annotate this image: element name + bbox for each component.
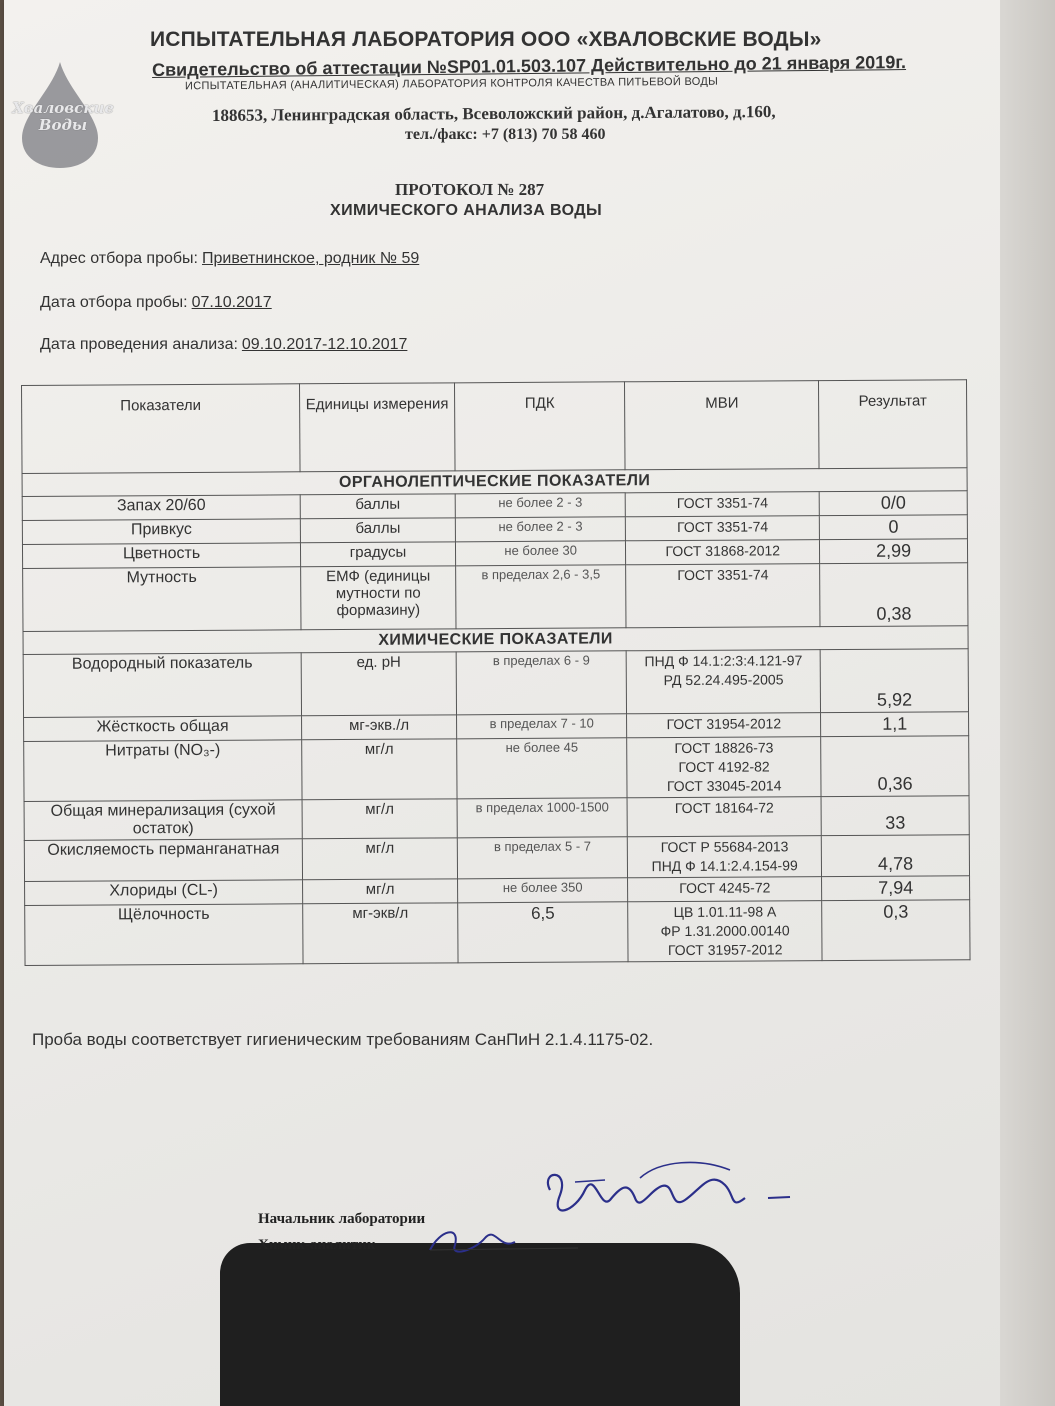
table-row (23, 649, 968, 718)
row-unit: мг-экв/л (303, 903, 458, 964)
table-row (24, 796, 969, 841)
analysis-date-value: 09.10.2017-12.10.2017 (241, 336, 408, 353)
header-result: Результат (819, 380, 967, 469)
header-pdk: ПДК (454, 382, 625, 471)
row-name: Хлориды (CL-) (25, 880, 303, 906)
table-row (24, 736, 969, 802)
row-unit: мг/л (302, 838, 457, 880)
analysis-date-label: Дата проведения анализа: (40, 336, 238, 353)
row-unit: ед. рН (301, 652, 456, 716)
row-mvi: ГОСТ 3351-74 (625, 492, 819, 517)
table-header-row (22, 380, 968, 474)
attestation: Свидетельство об аттестации №SP01.01.503.107 Действительно до 21 января 2019г. (151, 52, 907, 80)
redaction-blot (220, 1243, 740, 1406)
row-mvi: ГОСТ 31954-2012 (627, 713, 821, 738)
row-pdk: не более 2 - 3 (455, 493, 625, 518)
row-pdk: 6,5 (458, 902, 629, 963)
row-name: Цветность (22, 543, 300, 569)
protocol-title: ПРОТОКОЛ № 287 (395, 180, 545, 199)
sample-date-field (40, 294, 272, 312)
row-pdk: в пределах 1000-1500 (457, 798, 628, 838)
row-name: Привкус (22, 519, 300, 545)
row-result: 7,94 (822, 876, 970, 901)
row-unit: ЕМФ (единицы мутности по формазину) (301, 566, 456, 630)
row-name: Нитраты (NO₃-) (24, 740, 302, 802)
row-mvi: ГОСТ Р 55684-2013 ПНД Ф 14.1:2.4.154-99 (628, 836, 822, 878)
row-mvi: ГОСТ 31868-2012 (626, 540, 820, 565)
row-mvi: ГОСТ 18164-72 (627, 797, 821, 837)
row-mvi: ГОСТ 3351-74 (626, 516, 820, 541)
row-pdk: в пределах 5 - 7 (457, 837, 628, 879)
analysis-date-field (40, 336, 407, 354)
head-of-lab-label: Начальник лаборатории (258, 1211, 426, 1227)
table-row (25, 900, 970, 966)
lab-phone: тел./факс: +7 (813) 70 58 460 (405, 126, 606, 143)
row-unit: баллы (300, 494, 455, 519)
paper-edge (1000, 0, 1055, 1406)
chemist-label: Химик-аналитик (258, 1237, 376, 1253)
row-mvi: ГОСТ 3351-74 (626, 564, 820, 628)
row-pdk: не более 2 - 3 (455, 517, 625, 542)
protocol-subtitle: ХИМИЧЕСКОГО АНАЛИЗА ВОДЫ (330, 202, 603, 219)
row-name: Общая минерализация (сухой остаток) (24, 800, 302, 841)
row-unit: мг/л (302, 739, 457, 800)
row-name: Мутность (23, 567, 301, 632)
row-result: 0,36 (821, 736, 969, 797)
row-result: 0,38 (820, 563, 968, 627)
row-mvi: ЦВ 1.01.11-98 А ФР 1.31.2000.00140 ГОСТ 31957-2012 (628, 901, 822, 962)
handwritten-signature-icon (400, 1150, 820, 1260)
row-pdk: не более 350 (457, 878, 627, 903)
row-result: 4,78 (821, 835, 969, 877)
sample-address-value: Приветнинское, родник № 59 (202, 250, 420, 267)
row-result: 33 (821, 796, 969, 836)
row-pdk: в пределах 7 - 10 (456, 714, 626, 739)
row-pdk: в пределах 2,6 - 3,5 (456, 565, 627, 629)
row-result: 0 (820, 515, 968, 540)
row-pdk: в пределах 6 - 9 (456, 651, 627, 715)
row-name: Водородный показатель (23, 653, 301, 718)
row-result: 5,92 (820, 649, 968, 713)
sample-date-label: Дата отбора пробы: (40, 294, 188, 311)
row-unit: мг/л (302, 799, 457, 839)
row-name: Жёсткость общая (24, 716, 302, 742)
table-row (23, 563, 968, 632)
row-unit: градусы (301, 542, 456, 567)
row-name: Щёлочность (25, 904, 303, 966)
table-row (24, 835, 969, 882)
row-result: 1,1 (821, 712, 969, 737)
row-unit: баллы (300, 518, 455, 543)
row-mvi: ГОСТ 4245-72 (628, 877, 822, 902)
lab-subtitle: ИСПЫТАТЕЛЬНАЯ (АНАЛИТИЧЕСКАЯ) ЛАБОРАТОРИЯ КОНТРОЛЯ КАЧЕСТВА ПИТЬЕВОЙ ВОДЫ (184, 75, 719, 93)
row-unit: мг-экв./л (302, 715, 457, 740)
row-mvi: ПНД Ф 14.1:2:3:4.121-97 РД 52.24.495-2005 (626, 650, 820, 714)
header-indicator: Показатели (22, 384, 301, 474)
row-name: Запах 20/60 (22, 495, 300, 521)
row-result: 2,99 (820, 539, 968, 564)
row-pdk: не более 30 (455, 541, 625, 566)
row-name: Окисляемость перманганатная (24, 839, 302, 882)
logo-text: Хваловские Воды (12, 99, 114, 134)
lab-address: 188653, Ленинградская область, Всеволожский район, д.Агалатово, д.160, (211, 102, 776, 125)
header-mvi: МВИ (625, 381, 819, 470)
sample-address-label: Адрес отбора пробы: (40, 250, 198, 267)
section-title: ОРГАНОЛЕПТИЧЕСКИЕ ПОКАЗАТЕЛИ (22, 468, 967, 497)
lab-name: ИСПЫТАТЕЛЬНАЯ ЛАБОРАТОРИЯ ООО «ХВАЛОВСКИЕ ВОДЫ» (150, 28, 822, 51)
row-pdk: не более 45 (457, 738, 628, 799)
row-mvi: ГОСТ 18826-73 ГОСТ 4192-82 ГОСТ 33045-2014 (627, 737, 821, 798)
header-units: Единицы измерения (300, 383, 455, 472)
sample-address-field (40, 250, 419, 268)
row-result: 0,3 (822, 900, 970, 961)
row-result: 0/0 (819, 491, 967, 516)
sample-date-value: 07.10.2017 (191, 294, 272, 311)
results-table (21, 379, 971, 966)
row-unit: мг/л (303, 879, 458, 904)
results-table-wrapper (21, 379, 971, 966)
conclusion-text: Проба воды соответствует гигиеническим требованиям СанПиН 2.1.4.1175-02. (32, 1030, 654, 1049)
section-title: ХИМИЧЕСКИЕ ПОКАЗАТЕЛИ (23, 626, 968, 655)
